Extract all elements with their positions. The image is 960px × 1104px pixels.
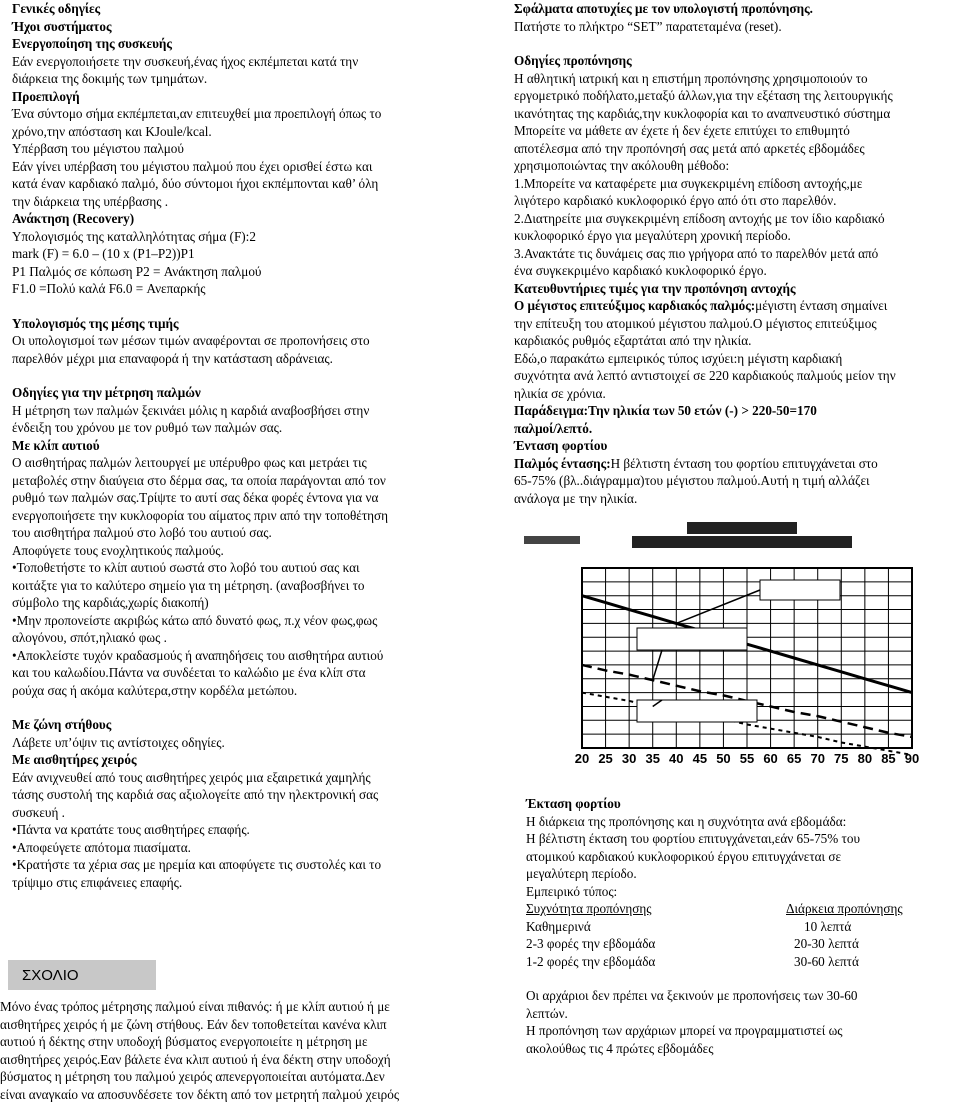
recovery-line: Υπολογισμός της καταλληλότητας σήμα (F):2 — [12, 228, 256, 244]
table-cell-duration: 10 λεπτά — [804, 918, 852, 934]
chart-ticks — [575, 751, 919, 766]
comment-text — [0, 998, 474, 1103]
ear-clip-line: αλογόνου, σπότ,ηλιακό φως . — [12, 630, 167, 645]
comment-line: αισθητήρες χειρός ή με ζώνη στήθους. Εάν δεν τοποθετείται κανένα κλιπ — [0, 1016, 387, 1032]
hand-sensor-line: τρίψιμο στις επιφάνειες επαφής. — [12, 874, 183, 890]
preset-line: χρόνο,την απόσταση και KJoule/kcal. — [12, 123, 212, 139]
load-line: ανάλογα με την ηλικία. — [514, 490, 638, 506]
table-row — [526, 935, 956, 953]
training-heading: Οδηγίες προπόνησης — [514, 53, 632, 68]
comment-line: είναι αναγκαίο να αποσυνδέσετε τον δέκτη από τον μετρητή παλμού χειρός — [0, 1086, 400, 1102]
training-line: εργομετρικό ποδήλατο,μεταξύ άλλων,για την εξέταση της λειτουργικής — [514, 88, 893, 103]
hand-sensor-line: τάσης συστολή της καρδιά σας αξιολογείτε από την ηλεκτρονική σας — [12, 787, 379, 802]
right-column — [514, 0, 954, 507]
table-cell-frequency: 2-3 φορές την εβδομάδα — [526, 936, 656, 951]
average-line: Οι υπολογισμοί των μέσων τιμών αναφέρονται σε προπονήσεις στο — [12, 333, 370, 348]
example-line: Παράδειγμα:Την ηλικία των 50 ετών (-) > 220-50=170 — [514, 403, 817, 418]
hand-sensor-line: Εάν ανιχνευθεί από τους αισθητήρες χειρός μια εξαιρετικά χαμηλής — [12, 769, 371, 785]
optimal-line: συχνότητα ανά λεπτό αντιστοιχεί σε 220 καρδιακούς παλμούς μείον την — [514, 368, 896, 383]
ear-clip-line: ρούχα σας ή ακόμα καλύτερα,στην κορδέλα μετώπου. — [12, 682, 298, 698]
chart-title-block — [687, 522, 797, 534]
chart-title-bars — [524, 522, 852, 548]
activation-line: Εάν ενεργοποιήσετε την συσκευή,ένας ήχος εκπέμπεται κατά την — [12, 53, 359, 69]
x-tick-label: 20 — [574, 751, 590, 766]
extent-line: ατομικού καρδιακού κυκλοφορικού έργου επιτυγχάνεται σε — [526, 848, 842, 864]
training-line: 2.Διατηρείτε μια συγκεκριμένη επίδοση αντοχής με τον ίδιο καρδιακό — [514, 210, 885, 226]
ear-clip-line: •Αποκλείστε τυχόν κραδασμούς ή αναπηδήσεις του αισθητήρα αυτιού — [12, 647, 384, 663]
comment-line: βύσματος η μέτρηση του παλμού χειρός απενεργοποιείται αυτόματα.Δεν — [0, 1069, 385, 1084]
guide-heading: Κατευθυντήριες τιμές για την προπόνηση αντοχής — [514, 280, 796, 296]
x-tick-label: 65 — [786, 751, 802, 766]
table-cell-frequency: 1-2 φορές την εβδομάδα — [526, 953, 656, 969]
ear-clip-line: Ο αισθητήρας παλμών λειτουργεί με υπέρυθρο φως και μετράει τις — [12, 455, 367, 470]
comment-label: ΣΧΟΛΙΟ — [22, 967, 79, 984]
table-header-frequency: Συχνότητα προπόνησης — [526, 901, 652, 916]
comment-line: αισθητήρες χειρός.Εαν βάλετε ένα κλιπ αυτιού ή ένα δέκτη στην υποδοχή — [0, 1051, 391, 1067]
extent-heading: Έκταση φορτίου — [526, 796, 621, 811]
table-row — [526, 918, 956, 936]
table-cell-duration: 30-60 λεπτά — [794, 953, 859, 969]
x-tick-label: 85 — [881, 751, 896, 766]
load-label: Παλμός έντασης: — [514, 455, 611, 471]
exceed-heading: Υπέρβαση του μέγιστου παλμού — [12, 141, 184, 156]
comment-line: αυτιού ή δέκτης στην υποδοχή βύσματος ενεργοποιείτε η μέτρηση με — [0, 1034, 368, 1049]
load-text: Η βέλτιστη ένταση του φορτίου επιτυγχάνεται στο — [610, 455, 878, 471]
load-line — [514, 455, 954, 473]
optimal-line: Εδώ,ο παρακάτω εμπειρικός τύπος ισχύει:η μέγιστη καρδιακή — [514, 350, 843, 366]
y-axis-label-block — [524, 536, 580, 544]
exceed-line: κατά έναν καρδιακό παλμό, δύο σύντομοι ήχοι εκπέμπονται καθ’ όλη — [12, 176, 379, 191]
pulse-line: Η μέτρηση των παλμών ξεκινάει μόλις η καρδιά αναβοσβήσει στην — [12, 402, 370, 418]
training-line: κυκλοφορικό έργο για μεγαλύτερη χρονική περίοδο. — [514, 228, 791, 243]
ear-clip-line: •Τοποθετήστε το κλίπ αυτιού σωστά στο λοβό του αυτιού σας και — [12, 560, 360, 575]
comment-label-box — [8, 960, 156, 990]
hand-sensor-line: συσκευή . — [12, 804, 65, 820]
x-tick-label: 90 — [904, 751, 920, 766]
ear-clip-line: σύμβολο της καρδιάς,χωρίς διακοπή) — [12, 595, 209, 610]
x-tick-label: 40 — [669, 751, 684, 766]
hand-sensor-line: •Πάντα να κρατάτε τους αισθητήρες επαφής. — [12, 822, 250, 837]
comment-line: Μόνο ένας τρόπος μέτρησης παλμού είναι πιθανός: ή με κλίπ αυτιού ή με — [0, 999, 390, 1014]
x-tick-label: 80 — [857, 751, 873, 766]
errors-line: Πατήστε το πλήκτρο “SET” παρατεταμένα (reset). — [514, 18, 782, 34]
chest-strap-heading: Με ζώνη στήθους — [12, 717, 112, 732]
beginners-line: Οι αρχάριοι δεν πρέπει να ξεκινούν με προπονήσεις των 30-60 — [526, 988, 858, 1003]
recovery-line: P1 Παλμός σε κόπωση P2 = Ανάκτηση παλμού — [12, 263, 262, 279]
ear-clip-line: •Μην προπονείστε ακριβώς κάτω από δυνατό φως, π.χ νέον φως,φως — [12, 612, 378, 628]
load-extent-section — [526, 795, 956, 1057]
preset-line: Ένα σύντομο σήμα εκπέμπεται,αν επιτευχθεί μια προεπιλογή όπως το — [12, 106, 382, 121]
average-heading: Υπολογισμός της μέσης τιμής — [12, 315, 179, 331]
hand-sensor-line: •Κρατήστε τα χέρια σας με ηρεμία και αποφύγετε τις συστολές και το — [12, 857, 382, 872]
ear-clip-line: του αισθητήρα παλμού στο λοβό του αυτιού σας. — [12, 525, 272, 540]
table-header-duration: Διάρκεια προπόνησης — [786, 901, 903, 916]
chart-subtitle-block — [632, 536, 852, 548]
x-tick-label: 50 — [716, 751, 731, 766]
pulse-line: ένδειξη του χρόνου με τον ρυθμό των παλμών σας. — [12, 420, 283, 435]
hand-sensor-line: •Αποφεύγετε απότομα πιασίματα. — [12, 839, 191, 855]
annotation-box-lower — [637, 700, 757, 722]
x-tick-label: 55 — [739, 751, 755, 766]
load-line: 65-75% (βλ..διάγραμμα)του μέγιστου παλμού.Αυτή η τιμή αλλάζει — [514, 473, 870, 488]
extent-line: Η διάρκεια της προπόνησης και η συχνότητα ανά εβδομάδα: — [526, 813, 847, 829]
activation-line: διάρκεια της δοκιμής των τμημάτων. — [12, 71, 208, 86]
training-line: Μπορείτε να μάθετε αν έχετε ή δεν έχετε επιτύχει το επιθυμητό — [514, 123, 850, 138]
optimal-line: καρδιακός ρυθμός εξαρτάται από την ηλικία. — [514, 333, 752, 348]
extent-line: Η βέλτιστη έκταση του φορτίου επιτυγχάνεται,εάν 65-75% του — [526, 831, 860, 846]
extent-line: Εμπειρικό τύπος: — [526, 883, 618, 899]
exceed-line: Εάν γίνει υπέρβαση του μέγιστου παλμού που έχει ορισθεί έστω και — [12, 158, 373, 174]
activation-heading: Ενεργοποίηση της συσκευής — [12, 36, 172, 51]
pulse-diagram — [512, 520, 960, 780]
general-instructions-heading: Γενικές οδηγίες — [12, 1, 101, 16]
beginners-line: λεπτών. — [526, 1005, 568, 1021]
optimal-label: Ο μέγιστος επιτεύξιμος καρδιακός παλμός: — [514, 298, 756, 313]
chest-strap-line: Λάβετε υπ’όψιν τις αντίστοιχες οδηγίες. — [12, 734, 225, 750]
training-line: ένα συγκεκριμένο καρδιακό κυκλοφορικό έργο. — [514, 263, 767, 278]
ear-clip-line: Αποφύγετε τους ενοχλητικούς παλμούς. — [12, 542, 224, 558]
optimal-text: μέγιστη ένταση σημαίνει — [755, 298, 888, 313]
system-sounds-heading: Ήχοι συστήματος — [12, 18, 112, 34]
training-line: λιγότερο καρδιακό κυκλοφορικό έργο από ότι στο παρελθόν. — [514, 193, 837, 208]
training-line: αποτέλεσμα από την προπόνησή σας μετά από αρκετές εβδομάδες — [514, 140, 865, 156]
x-tick-label: 35 — [645, 751, 660, 766]
left-column — [12, 0, 474, 891]
errors-heading: Σφάλματα αποτυχίες με τον υπολογιστή προπόνησης. — [514, 1, 813, 16]
x-tick-label: 70 — [810, 751, 825, 766]
table-cell-duration: 20-30 λεπτά — [794, 936, 859, 951]
training-line: Η αθλητική ιατρική και η επιστήμη προπόνησης χρησιμοποιούν το — [514, 70, 868, 86]
preset-heading: Προεπιλογή — [12, 88, 80, 104]
annotation-box-upper — [637, 628, 747, 650]
recovery-heading: Ανάκτηση (Recovery) — [12, 211, 135, 226]
average-line: παρελθόν μέχρι μια επαναφορά ή την κατάσταση αδράνειας. — [12, 350, 333, 366]
x-tick-label: 60 — [763, 751, 778, 766]
training-line: χρησιμοποιώντας την ακόλουθη μέθοδο: — [514, 158, 730, 173]
optimal-line: την επίτευξη του ατομικού μέγιστου παλμού.Ο μέγιστος επιτεύξιμος — [514, 315, 877, 331]
ear-clip-line: ρυθμό των παλμών σας.Τρίψτε το αυτί σας δέκα φορές έντονα για να — [12, 490, 379, 505]
ear-clip-line: κοιτάξτε για το καλύτερο σημείο για τη μέτρηση. (αναβοσβήνει το — [12, 577, 365, 593]
recovery-line: F1.0 =Πολύ καλά F6.0 = Ανεπαρκής — [12, 281, 206, 296]
load-heading: Ένταση φορτίου — [514, 438, 608, 453]
x-tick-label: 45 — [692, 751, 708, 766]
x-tick-label: 30 — [621, 751, 637, 766]
hand-sensor-heading: Με αισθητήρες χειρός — [12, 752, 137, 767]
beginners-line: Η προπόνηση των αρχάριων μπορεί να προγραμματιστεί ως — [526, 1023, 843, 1038]
ear-clip-heading: Με κλίπ αυτιού — [12, 437, 100, 453]
x-tick-label: 75 — [834, 751, 849, 766]
x-tick-label: 25 — [598, 751, 613, 766]
pulse-heading: Οδηγίες για την μέτρηση παλμών — [12, 385, 201, 400]
extent-line: μεγαλύτερη περίοδο. — [526, 866, 637, 881]
ear-clip-line: μεταβολές στην διαύγεια στο δέρμα σας, τα οποία παράγονται από τον — [12, 472, 386, 488]
ear-clip-line: ενεργοποιήσετε την κυκλοφορία του αίματος πριν από την τοποθέτηση — [12, 507, 389, 523]
training-line: 1.Μπορείτε να καταφέρετε μια συγκεκριμένη επίδοση αντοχής,με — [514, 175, 863, 191]
frequency-table-header — [526, 900, 956, 918]
table-cell-frequency: Καθημερινά — [526, 918, 591, 934]
example-line: παλμοί/λεπτό. — [514, 420, 593, 436]
exceed-line: την διάρκεια της υπέρβασης . — [12, 193, 169, 209]
training-line: ικανότητας της καρδιάς,την κυκλοφορία και το αναπνευστικό σύστημα — [514, 105, 891, 121]
ear-clip-line: και του καλωδίου.Πάντα να συνδέεται το καλώδιο με ένα κλίπ στα — [12, 665, 366, 680]
table-row — [526, 953, 956, 971]
optimal-line — [514, 297, 954, 315]
beginners-line: ακολούθως τις 4 πρώτες εβδομάδες — [526, 1040, 714, 1056]
training-line: 3.Ανακτάτε τις δυνάμεις σας πιο γρήγορα από το παρελθόν μετά από — [514, 245, 879, 261]
recovery-line: mark (F) = 6.0 – (10 x (P1–P2))P1 — [12, 246, 195, 261]
annotation-box-max — [760, 580, 840, 600]
optimal-line: ηλικία σε χρόνια. — [514, 385, 606, 401]
